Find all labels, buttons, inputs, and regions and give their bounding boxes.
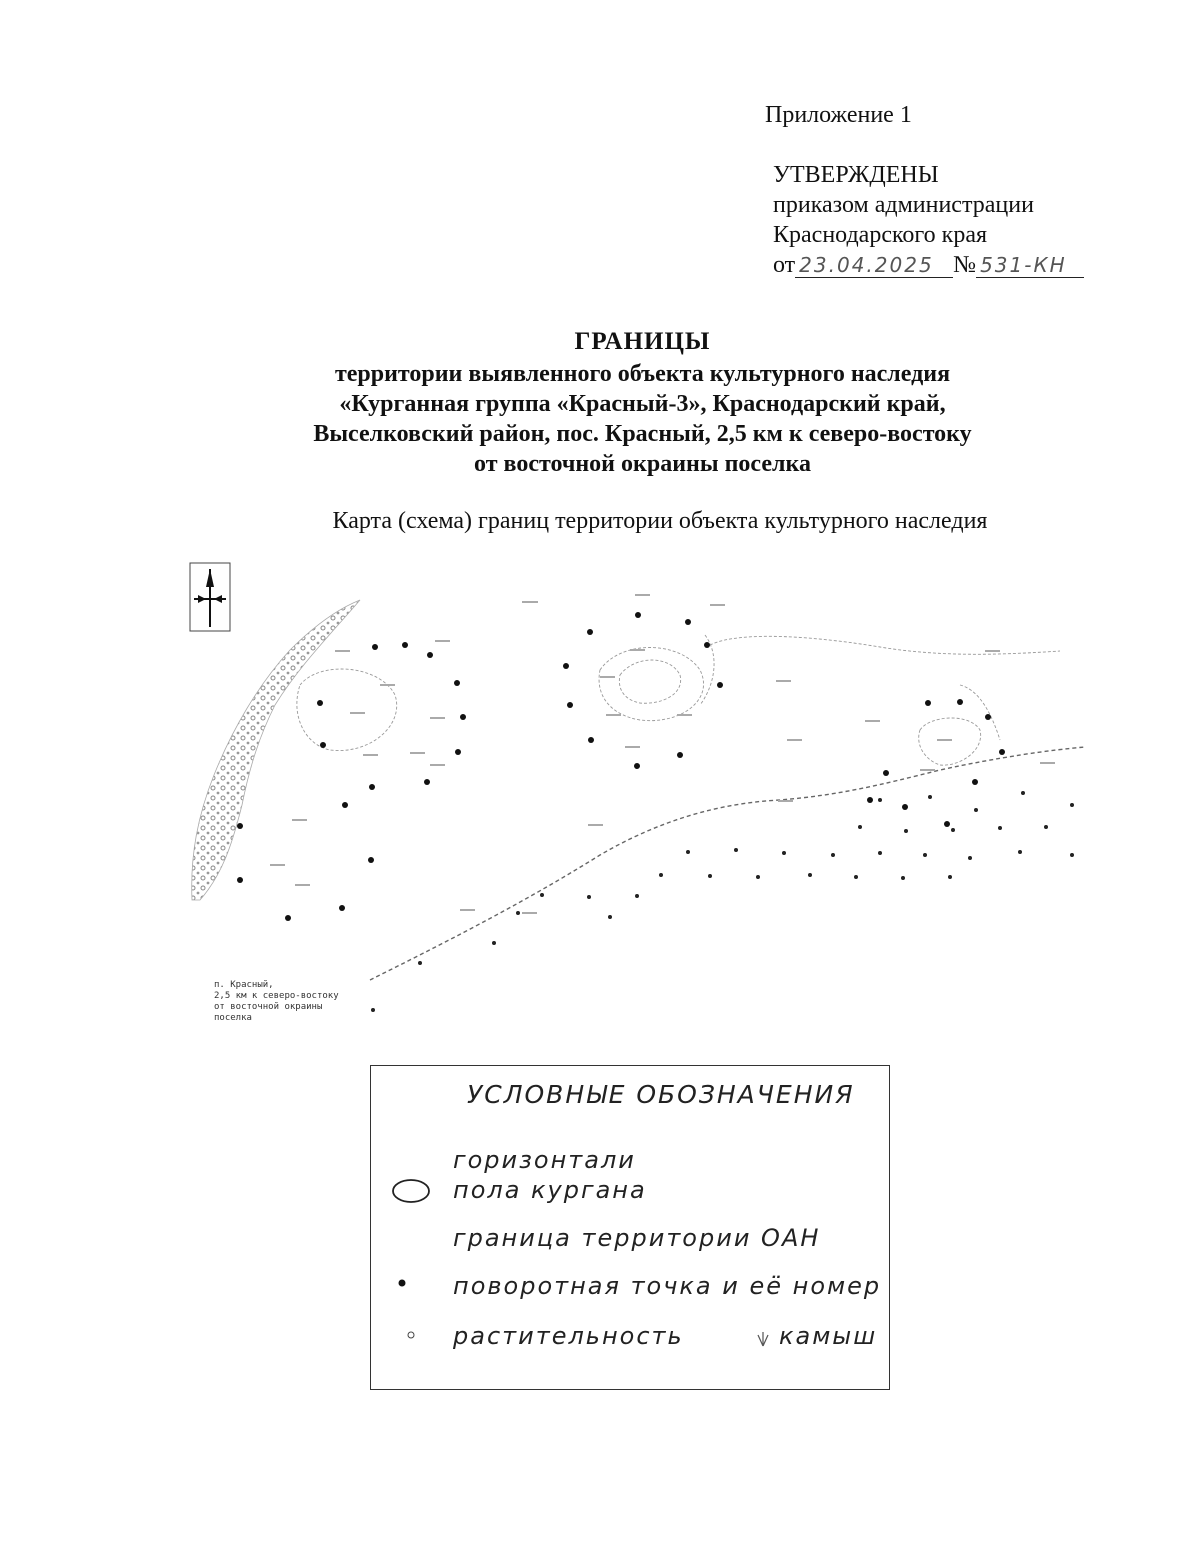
location-note-line-3: от восточной окраины [214, 1002, 323, 1012]
vegetation-area [192, 600, 360, 900]
location-note-line-4: поселка [214, 1013, 252, 1023]
vegetation-icon [404, 1328, 418, 1342]
legend-boundary-label: граница территории ОАН [453, 1224, 821, 1252]
approved-line-2: Краснодарского края [773, 222, 988, 248]
legend-turning-point-label: поворотная точка и её номер [453, 1272, 882, 1300]
legend-vegetation-label: растительность [453, 1322, 684, 1350]
title-line-4: Выселковский район, пос. Красный, 2,5 км к северо-востоку [313, 421, 972, 447]
elevation-marks [270, 595, 1055, 913]
north-arrow-icon [190, 563, 230, 631]
date-value: 23.04.2025 [795, 253, 953, 278]
title-line-1: ГРАНИЦЫ [574, 328, 711, 355]
location-note-line-1: п. Красный, [214, 980, 274, 990]
approved-title: УТВЕРЖДЕНЫ [773, 162, 939, 188]
turning-point-icon [395, 1276, 409, 1290]
appendix-label: Приложение 1 [765, 102, 912, 128]
location-note-line-2: 2,5 км к северо-востоку [214, 991, 339, 1001]
reeds-marks [371, 791, 1074, 1012]
location-note [214, 980, 339, 1023]
map-caption: Карта (схема) границ территории объекта культурного наследия [332, 508, 988, 534]
turning-points [237, 612, 1005, 921]
legend-title: УСЛОВНЫЕ ОБОЗНАЧЕНИЯ [467, 1080, 855, 1109]
map-legend [370, 1065, 890, 1390]
order-number: 531-КН [976, 253, 1084, 278]
reeds-icon [755, 1328, 771, 1348]
number-prefix: № [953, 252, 977, 278]
approval-date-line [773, 250, 1084, 280]
document-title [160, 327, 1125, 479]
title-line-3: «Курганная группа «Красный-3», Краснодарский край, [339, 391, 946, 417]
title-line-5: от восточной окраины поселка [474, 451, 811, 477]
legend-contours-label: горизонтали [453, 1146, 636, 1174]
contour-lines [297, 635, 1060, 765]
date-prefix: от [773, 252, 796, 278]
approval-block [773, 160, 1084, 280]
approved-line-1: приказом администрации [773, 192, 1034, 218]
legend-kurgan-floor-label: пола кургана [453, 1176, 647, 1204]
kurgan-floor-icon [389, 1176, 433, 1206]
title-line-2: территории выявленного объекта культурного наследия [334, 361, 951, 387]
boundary-map [180, 555, 1100, 1035]
legend-reeds-label: камыш [779, 1322, 878, 1350]
